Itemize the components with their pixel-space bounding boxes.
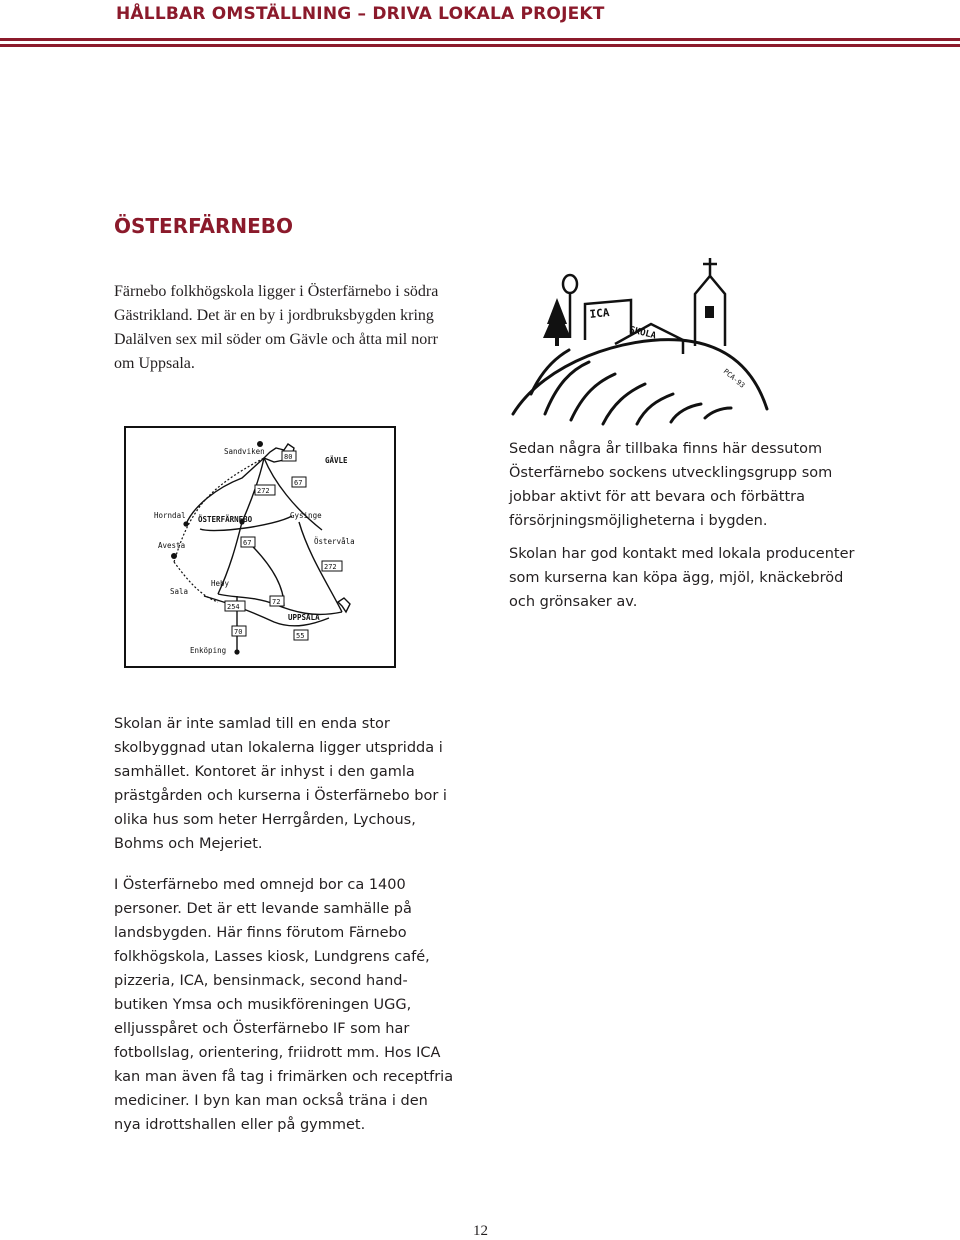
running-header-title: HÅLLBAR OMSTÄLLNING – DRIVA LOKALA PROJEKT — [116, 4, 605, 24]
map-label-avesta: Avesta — [158, 541, 186, 550]
map-label-heby: Heby — [211, 579, 230, 588]
local-producers-paragraph: Skolan har god kontakt med lokala producenter som kurserna kan köpa ägg, mjöl, knäckebröd och grönsaker av. — [509, 546, 855, 610]
road-label-55: 55 — [296, 632, 305, 640]
road-label-67-south: 67 — [243, 539, 252, 547]
map-label-gysinge: Gysinge — [290, 511, 322, 520]
road-map — [124, 426, 396, 668]
map-label-osterfarnebo: ÖSTERFÄRNEBO — [198, 515, 253, 524]
development-group-paragraph: Sedan några år tillbaka finns här dessutom Österfärnebo sockens utvecklingsgrupp som jobbar aktivt för att bevara och förbättra försörjningsmöjligheterna i bygden. — [509, 441, 833, 529]
village-services-paragraph: I Österfärnebo med omnejd bor ca 1400 personer. Det är ett levande samhälle på landsbygden. Här finns förutom Färnebo folkhögskola, Lasses kiosk, Lundgrens café, pizzeria, ICA, bensinmack, second hand-butiken Ymsa och musikföreningen UGG, elljusspåret och Österfärnebo IF som har fotbollslag, orientering, friidrott mm. Hos ICA kan man även få tag i frimärken och receptfria mediciner. I byn kan man också träna i den nya idrottshallen eller på gymmet. — [114, 877, 454, 1133]
road-label-272-south: 272 — [324, 563, 337, 571]
road-label-72: 72 — [272, 598, 281, 606]
map-label-gavle: GÄVLE — [325, 456, 348, 465]
road-label-80: 80 — [284, 453, 293, 461]
road-label-70: 70 — [234, 628, 243, 636]
road-label-254: 254 — [227, 603, 240, 611]
artist-signature: PCA-93 — [721, 367, 747, 390]
map-label-uppsala: UPPSALA — [288, 613, 320, 622]
page-number: 12 — [473, 1223, 488, 1239]
header-rule — [0, 38, 960, 48]
map-label-ostervala: Östervåla — [314, 537, 355, 546]
road-label-272-north: 272 — [257, 487, 270, 495]
ica-sign-text: ICA — [588, 305, 611, 321]
map-label-enkoping: Enköping — [190, 646, 227, 655]
map-label-sandviken: Sandviken — [224, 447, 265, 456]
map-label-horndal: Horndal — [154, 511, 186, 520]
road-label-67-north: 67 — [294, 479, 303, 487]
school-buildings-paragraph: Skolan är inte samlad till en enda stor skolbyggnad utan lokalerna ligger utspridda i samhället. Kontoret är inhyst i den gamla prästgården och kurserna i Österfärnebo bor i olika hus som heter Herrgården, Lychous, Bohms och Mejeriet. — [114, 716, 447, 852]
map-label-sala: Sala — [170, 587, 189, 596]
section-title: ÖSTERFÄRNEBO — [114, 214, 294, 238]
intro-paragraph: Färnebo folkhögskola ligger i Österfärnebo i södra Gästrikland. Det är en by i jordbruksbygden kring Dalälven sex mil söder om Gävle och åtta mil norr om Uppsala. — [114, 283, 439, 372]
skola-sign-text: SKOLA — [628, 325, 657, 342]
village-illustration — [505, 254, 770, 426]
